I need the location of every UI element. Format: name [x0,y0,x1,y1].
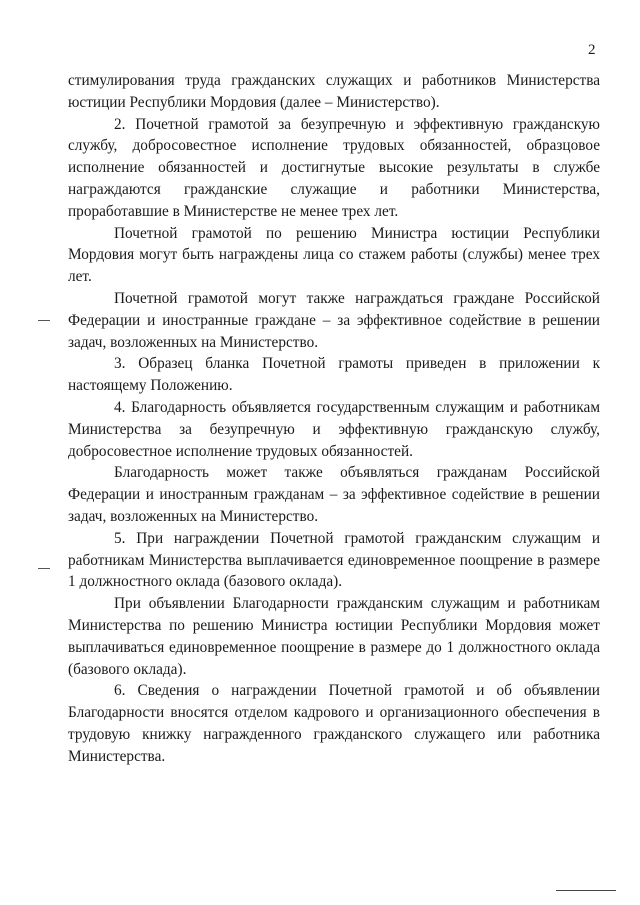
paragraph: Почетной грамотой могут также награждаться граждане Российской Федерации и иностранные граждане – за эффективное содействие в решении задач, возложенных на Министерство. [68,289,600,351]
paragraph-item-2: 2. Почетной грамотой за безупречную и эффективную гражданскую службу, добросовестное исполнение трудовых обязанностей, образцовое исполнение обязанностей и достигнутые высокие результаты в службе награждаются гражданские служащие и работники Министерства, проработавшие в Министерстве не менее трех лет. [68,115,600,220]
paragraph: Почетной грамотой по решению Министра юстиции Республики Мордовия могут быть награждены лица со стажем работы (службы) менее трех лет. [68,224,600,286]
paragraph-item-5: 5. При награждении Почетной грамотой гражданским служащим и работникам Министерства выплачивается единовременное поощрение в размере 1 должностного оклада (базового оклада). [68,529,600,591]
paragraph-item-4: 4. Благодарность объявляется государственным служащим и работникам Министерства за безупречную и эффективную гражданскую службу, добросовестное исполнение трудовых обязанностей. [68,398,600,460]
paragraph-item-3: 3. Образец бланка Почетной грамоты приведен в приложении к настоящему Положению. [68,355,600,395]
margin-mark [38,320,50,321]
paragraph: Благодарность может также объявляться гражданам Российской Федерации и иностранным гражданам – за эффективное содействие в решении задач, возложенных на Министерство. [68,464,600,525]
paragraph: При объявлении Благодарности гражданским служащим и работникам Министерства по решению Министра юстиции Республики Мордовия может выплачиваться единовременное поощрение в размере до 1 должностного оклада (базового оклада). [68,595,600,678]
footer-rule [556,890,616,891]
margin-mark [38,568,50,569]
paragraph-item-6: 6. Сведения о награждении Почетной грамотой и об объявлении Благодарности вносятся отделом кадрового и организационного обеспечения в трудовую книжку награжденного гражданского служащего или работника Министерства. [68,682,600,765]
paragraph-continuation: стимулирования труда гражданских служащих и работников Министерства юстиции Республики Мордовия (далее – Министерство). [68,72,600,111]
document-body [68,70,600,768]
page-number: 2 [588,42,596,58]
